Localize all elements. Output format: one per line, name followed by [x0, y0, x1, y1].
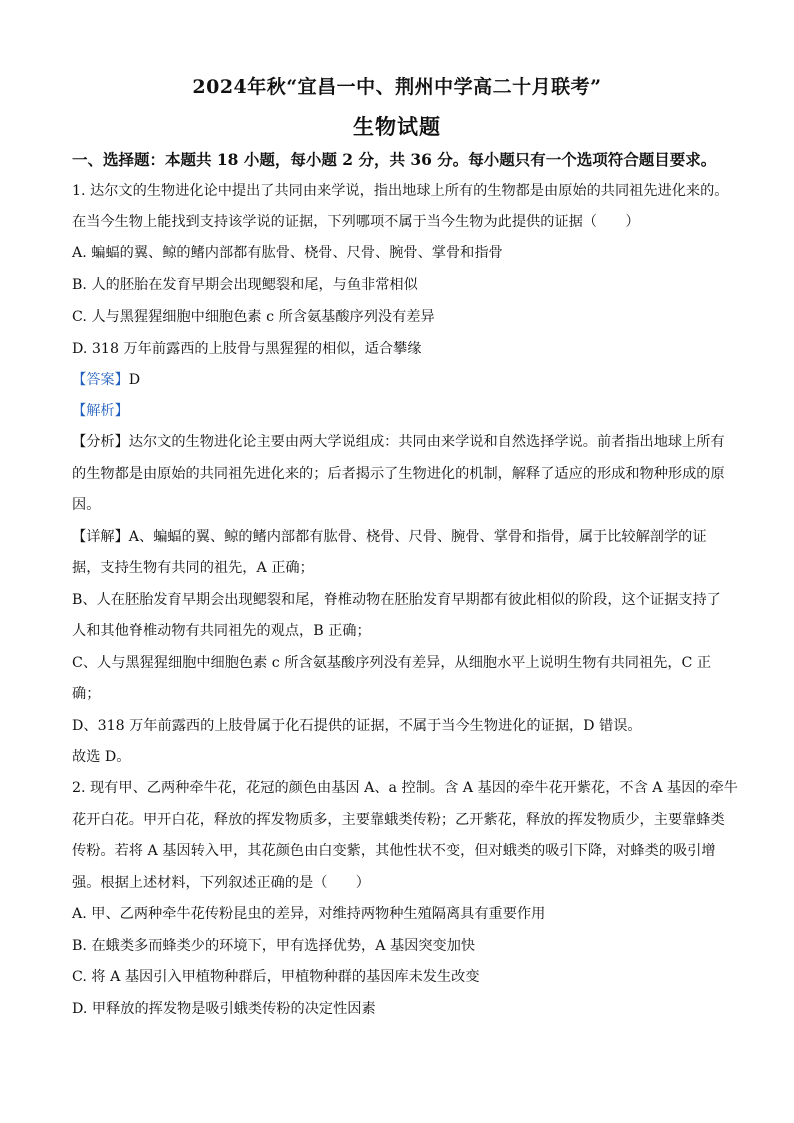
detail-text: A、蝙蝠的翼、鲸的鳍内部都有肱骨、桡骨、尺骨、腕骨、掌骨和指骨，属于比较解剖学的证	[128, 529, 707, 545]
q1-detail-line-5: C、人与黑猩猩细胞中细胞色素 c 所含氨基酸序列没有差异，从细胞水平上说明生物有共同祖先，C 正	[72, 655, 712, 671]
q1-detail-line-6: 确；	[72, 686, 101, 702]
q2-stem-line-1: 2. 现有甲、乙两种牵牛花，花冠的颜色由基因 A、a 控制。含 A 基因的牵牛花开紫花，不含 A 基因的牵牛	[72, 780, 738, 796]
q1-fenxi-line-1	[72, 432, 725, 452]
exam-title: 2024年秋“宜昌一中、荆州中学高二十月联考”	[192, 76, 602, 98]
q1-detail-line-3: B、人在胚胎发育早期会出现鳃裂和尾，脊椎动物在胚胎发育早期都有彼此相似的阶段，这个证据支持了	[72, 592, 721, 608]
fenxi-tag: 【分析】	[72, 434, 129, 450]
q2-option-b: B. 在蛾类多而蜂类少的环境下，甲有选择优势，A 基因突变加快	[72, 938, 476, 954]
q2-option-a: A. 甲、乙两种牵牛花传粉昆虫的差异，对维持两物种生殖隔离具有重要作用	[72, 906, 546, 922]
q2-option-c: C. 将 A 基因引入甲植物种群后，甲植物种群的基因库未发生改变	[72, 969, 480, 985]
q1-detail-line-4: 人和其他脊椎动物有共同祖先的观点，B 正确；	[72, 623, 371, 639]
q1-fenxi-line-3: 因。	[72, 497, 101, 513]
q1-conclusion: 故选 D。	[72, 749, 131, 765]
q1-option-c: C. 人与黑猩猩细胞中细胞色素 c 所含氨基酸序列没有差异	[72, 309, 435, 325]
q2-stem-line-3: 传粉。若将 A 基因转入甲，其花颜色由白变紫，其他性状不变，但对蛾类的吸引下降，对蜂类的吸引增	[72, 843, 716, 859]
section-heading: 一、选择题：本题共 18 小题，每小题 2 分，共 36 分。每小题只有一个选项符合题目要求。	[72, 150, 717, 169]
q1-detail-line-1	[72, 527, 707, 547]
answer-value: D	[128, 372, 141, 388]
q1-option-d: D. 318 万年前露西的上肢骨与黑猩猩的相似，适合攀缘	[72, 341, 422, 357]
q2-option-d: D. 甲释放的挥发物是吸引蛾类传粉的决定性因素	[72, 1001, 376, 1017]
q1-detail-line-2: 据，支持生物有共同的祖先，A 正确；	[72, 560, 314, 576]
fenxi-text: 达尔文的生物进化论主要由两大学说组成：共同由来学说和自然选择学说。前者指出地球上所有	[128, 434, 725, 450]
q2-stem-line-2: 花开白花。甲开白花，释放的挥发物质多，主要靠蛾类传粉；乙开紫花，释放的挥发物质少，主要靠蜂类	[72, 812, 725, 828]
q1-fenxi-line-2: 的生物都是由原始的共同祖先进化来的；后者揭示了生物进化的机制，解释了适应的形成和物种形成的原	[72, 466, 725, 482]
q1-detail-line-7: D、318 万年前露西的上肢骨属于化石提供的证据，不属于当今生物进化的证据，D 错误。	[72, 718, 642, 734]
q1-option-a: A. 蝙蝠的翼、鲸的鳍内部都有肱骨、桡骨、尺骨、腕骨、掌骨和指骨	[72, 245, 503, 261]
q1-option-b: B. 人的胚胎在发育早期会出现鳃裂和尾，与鱼非常相似	[72, 277, 418, 293]
exam-subject: 生物试题	[353, 114, 441, 139]
answer-tag: 【答案】	[72, 372, 129, 388]
q1-stem-line-1: 1. 达尔文的生物进化论中提出了共同由来学说，指出地球上所有的生物都是由原始的共同祖先进化来的。	[72, 183, 729, 199]
q1-stem-line-2: 在当今生物上能找到支持该学说的证据，下列哪项不属于当今生物为此提供的证据（ ）	[72, 214, 640, 230]
q1-answer	[72, 370, 140, 390]
analysis-tag: 【解析】	[72, 403, 129, 419]
q2-stem-line-4: 强。根据上述材料，下列叙述正确的是（ ）	[72, 875, 370, 891]
detail-tag: 【详解】	[72, 529, 129, 545]
